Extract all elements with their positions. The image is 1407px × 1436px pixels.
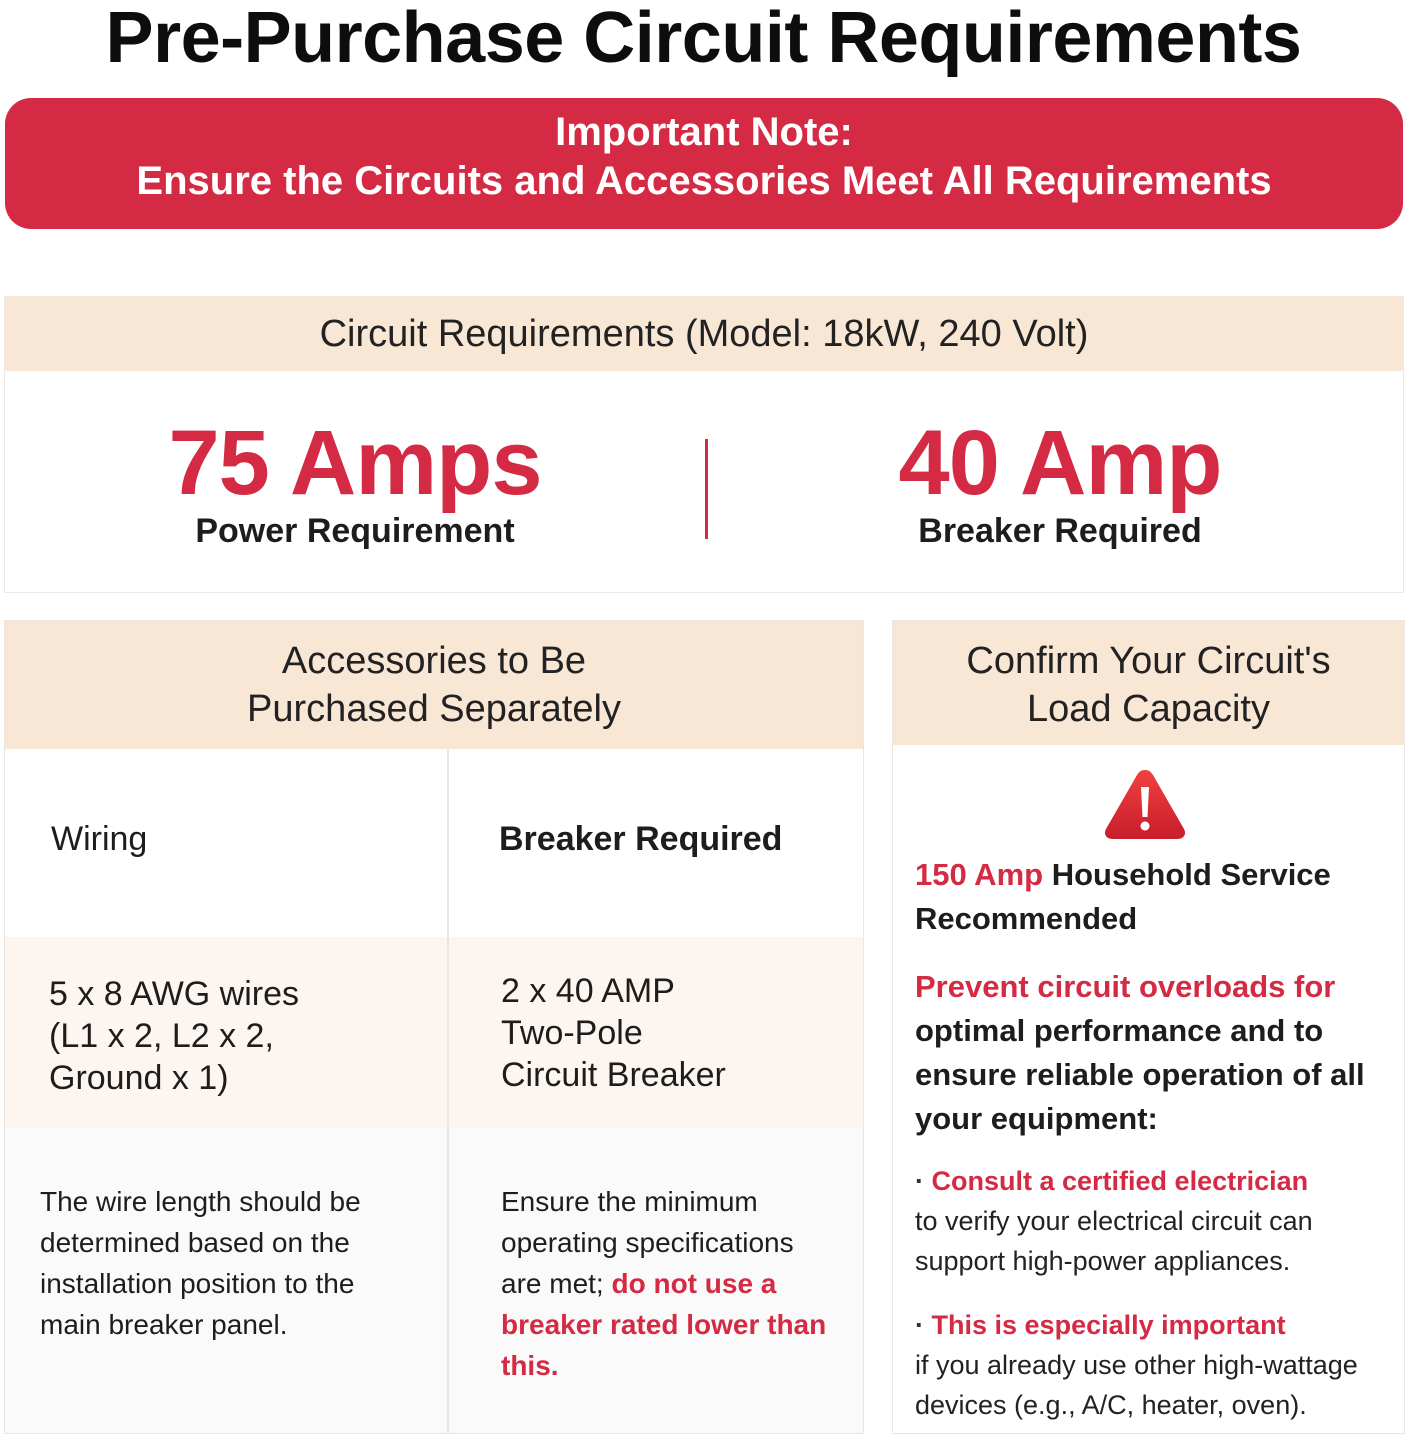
load-capacity-panel (892, 620, 1405, 1434)
high-wattage-bullet (915, 1305, 1395, 1425)
overload-warning: Prevent circuit overloads for (915, 969, 1336, 1004)
overload-text: optimal performance and to ensure reliable operation of all your equipment: (915, 1013, 1365, 1136)
high-wattage-highlight: This is especially important (931, 1310, 1286, 1340)
page-title: Pre-Purchase Circuit Requirements (105, 0, 1302, 78)
breaker-value: 40 Amp (898, 412, 1222, 514)
breaker-spec-line: 2 x 40 AMP (501, 972, 675, 1010)
warning-triangle-icon (1103, 767, 1187, 841)
important-note-banner (5, 98, 1403, 229)
circuit-requirements-heading: Circuit Requirements (Model: 18kW, 240 Volt) (5, 297, 1403, 371)
wiring-spec-line: (L1 x 2, L2 x 2, (49, 1017, 274, 1055)
wiring-spec-line: Ground x 1) (49, 1059, 229, 1097)
circuit-requirements-panel (4, 296, 1404, 593)
breaker-spec-line: Circuit Breaker (501, 1056, 726, 1094)
note-heading: Important Note: (555, 110, 853, 154)
note-text: Ensure the Circuits and Accessories Meet All Requirements (136, 159, 1272, 203)
bullet-dot: · (915, 1166, 924, 1196)
wiring-spec (49, 973, 429, 1099)
high-wattage-text: if you already use other high-wattage devices (e.g., A/C, heater, oven). (915, 1350, 1358, 1420)
electrician-text: to verify your electrical circuit can support high-power appliances. (915, 1206, 1313, 1276)
accessories-heading-line2: Purchased Separately (247, 688, 621, 730)
breaker-minimum-note (501, 1181, 841, 1386)
power-value: 75 Amps (168, 412, 542, 514)
breaker-required-label: Breaker Required (499, 820, 783, 858)
breaker-spec (501, 970, 841, 1096)
column-divider (447, 749, 449, 1433)
breaker-label: Breaker Required (918, 512, 1202, 550)
breaker-note-warning: do not use a breaker rated lower than this. (501, 1268, 827, 1381)
breaker-required-stat (835, 412, 1285, 551)
service-amp: 150 Amp (915, 857, 1044, 892)
load-heading-line2: Load Capacity (1027, 688, 1270, 730)
wire-length-note: The wire length should be determined based on the installation position to the main breaker panel. (40, 1186, 361, 1340)
accessories-heading-line1: Accessories to Be (281, 640, 587, 682)
power-label: Power Requirement (195, 512, 515, 550)
load-heading-line1: Confirm Your Circuit's (966, 640, 1331, 682)
breaker-spec-line: Two-Pole (501, 1014, 643, 1052)
stat-divider (705, 439, 708, 539)
power-requirement-stat (115, 412, 595, 551)
load-capacity-heading (893, 621, 1404, 745)
accessories-panel (4, 620, 864, 1434)
bullet-dot: · (915, 1310, 924, 1340)
service-text: Household Service Recommended (915, 857, 1331, 936)
electrician-bullet (915, 1161, 1395, 1281)
overload-advice (915, 965, 1395, 1141)
service-recommendation (915, 853, 1395, 941)
breaker-note-plain: Ensure the minimum operating specifications are met; (501, 1186, 794, 1299)
wiring-label: Wiring (51, 820, 148, 858)
electrician-highlight: Consult a certified electrician (931, 1166, 1309, 1196)
accessories-heading (5, 621, 863, 749)
wiring-spec-line: 5 x 8 AWG wires (49, 975, 300, 1013)
